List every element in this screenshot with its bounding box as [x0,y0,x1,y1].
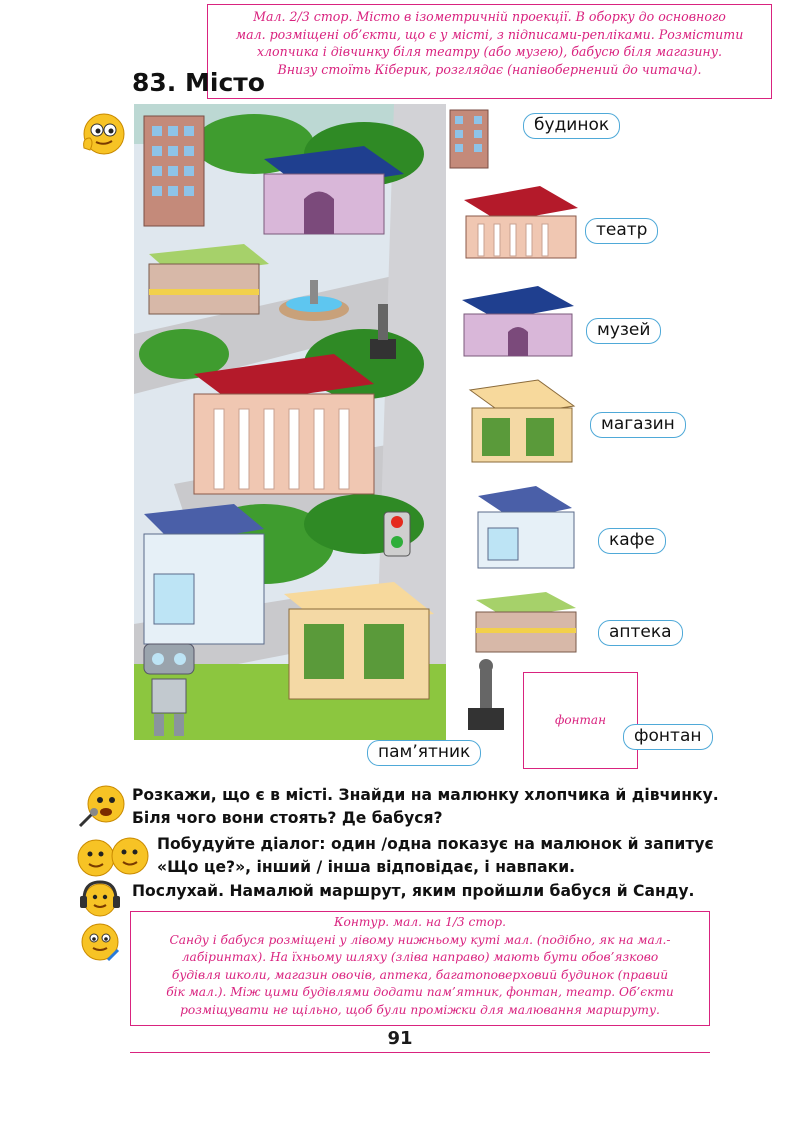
task2-line2: «Що це?», інший / інша відповідає, і навпаки. [157,858,576,876]
page-number: 91 [387,1028,413,1049]
task1-line2: Біля чого вони стоять? Де бабуся? [132,809,443,827]
label-fountain: фонтан [623,724,713,750]
shop-illustration [466,376,578,466]
label-cafe: кафе [598,528,666,554]
note-line: Санду і бабуся розміщені у лівому нижньому куті мал. (подібно, як на мал.- [169,932,671,947]
fountain-placeholder [523,672,638,769]
theatre-illustration [460,180,582,262]
editor-note-bottom [130,911,710,1026]
pharmacy-illustration [470,590,580,654]
city-illustration [134,104,446,740]
apartment-building-illustration [448,108,490,170]
listening-emoji-icon [78,878,122,918]
task1-line1: Розкажи, що є в місті. Знайди на малюнку хлопчика й дівчинку. [132,786,719,804]
note-line: Внизу стоїть Кіберик, розглядає (напівобернений до читача). [277,61,702,77]
drawing-emoji-icon [78,920,122,964]
note-line: мал. розміщені об’єкти, що є у місті, з підписами-репліками. Розмістити [235,26,744,42]
label-theatre: театр [585,218,658,244]
fountain-placeholder-text: фонтан [555,713,606,727]
cafe-illustration [470,482,578,572]
label-shop: магазин [590,412,686,438]
task2-line1: Побудуйте діалог: один /одна показує на малюнок й запитує [157,835,714,853]
label-pharmacy: аптека [598,620,683,646]
note-line: будівля школи, магазин овочів, аптека, багатоповерховий будинок (правий [171,967,669,982]
lesson-title: 83. Місто [132,68,265,97]
monument-illustration [464,656,508,732]
editor-note-top [207,4,772,99]
museum-illustration [458,280,578,360]
label-building: будинок [523,113,620,139]
note-line: лабіринтах). На їхньому шляху (зліва направо) мають бути обов’язково [181,950,659,964]
note-line: бік мал.). Між цими будівлями додати пам’ятник, фонтан, театр. Об’єкти [166,985,674,999]
note-line: хлопчика і дівчинку біля театру (або музею), бабусю біля магазину. [256,44,723,59]
label-museum: музей [586,318,661,344]
dialogue-emoji-icon [74,834,154,880]
note-line: розміщувати не щільно, щоб були проміжки для малювання маршруту. [180,1002,660,1017]
note-line: Мал. 2/3 стор. Місто в ізометричній проекції. В оборку до основного [253,9,726,24]
note-line: Контур. мал. на 1/3 стор. [334,915,506,929]
label-monument: пам’ятник [367,740,481,766]
task3: Послухай. Намалюй маршрут, яким пройшли бабуся й Санду. [132,882,695,900]
speaking-emoji-icon [76,782,128,830]
thinking-emoji-icon [78,108,126,156]
footer-divider [130,1052,710,1053]
